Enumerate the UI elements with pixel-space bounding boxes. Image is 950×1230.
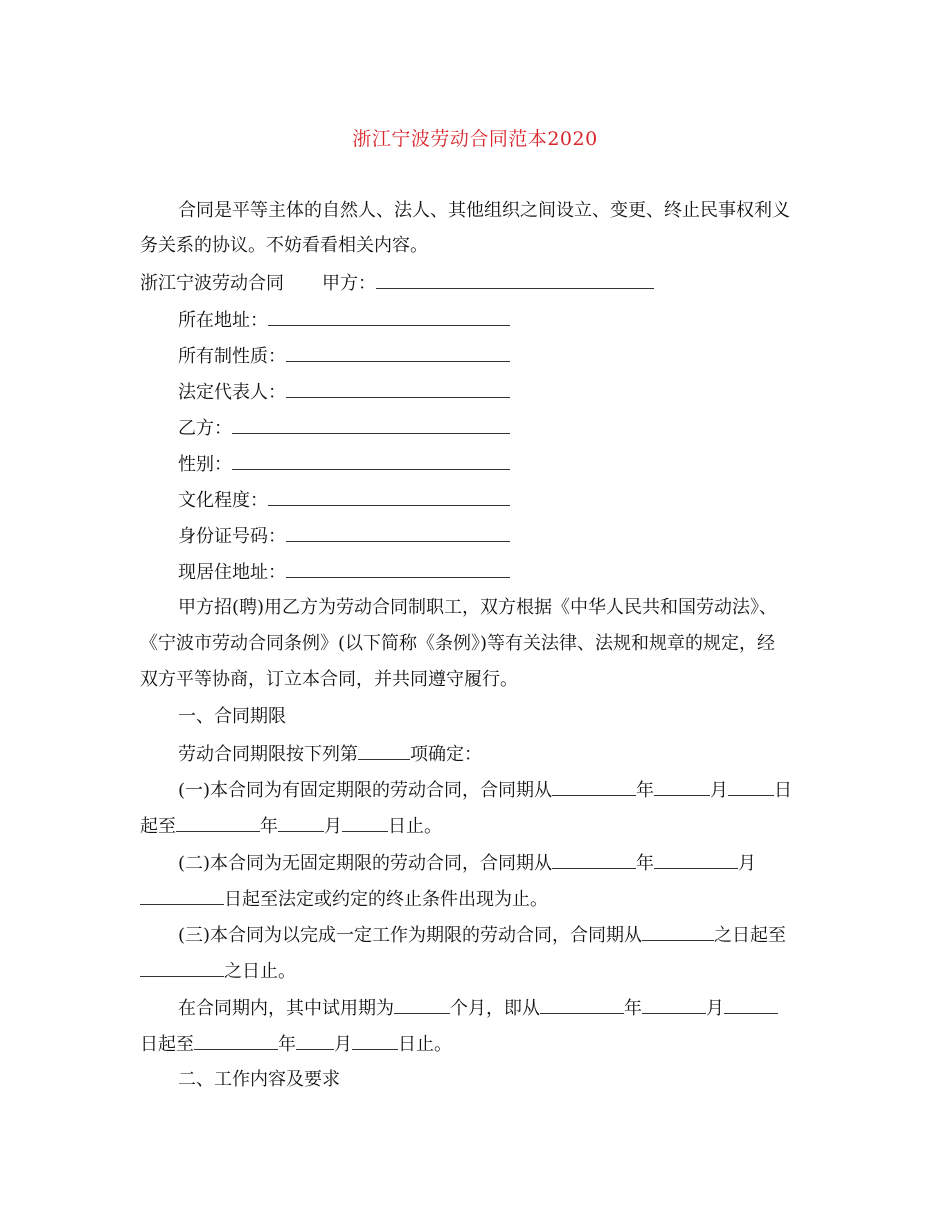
item3-until: 之日起至 [714,925,787,946]
address-row [178,307,820,333]
probation-end-month: 月 [334,1034,352,1055]
item1-line-2 [140,813,820,839]
id-number-row [178,523,820,549]
item1-end-month: 月 [324,816,342,837]
item1-end-day: 日止。 [388,816,442,837]
item1-blank-day [728,777,774,796]
gender-label: 性别： [178,454,232,475]
intro-line-2: 务关系的协议。不妨看看相关内容。 [140,235,428,256]
education-row [178,487,820,513]
id-number-blank [286,523,510,542]
term-row [178,741,820,767]
item1-blank-end-year [176,813,260,832]
probation-year: 年 [624,998,642,1019]
item1-month: 月 [710,780,729,801]
address-label: 所在地址： [178,310,268,331]
education-blank [268,487,510,506]
intro-line-1: 合同是平等主体的自然人、法人、其他组织之间设立、变更、终止民事权利义 [178,200,790,221]
probation-months: 个月，即从 [450,998,540,1019]
item2-text: (二)本合同为无固定期限的劳动合同，合同期从 [178,853,553,874]
ownership-blank [286,343,510,362]
education-label: 文化程度： [178,490,268,511]
party-a-row [140,270,820,296]
item3-end: 之日止。 [224,961,296,982]
term-blank [358,741,410,760]
party-a-label: 甲方： [322,273,376,294]
ownership-label: 所有制性质： [178,346,286,367]
residence-blank [286,559,510,578]
item2-line-2 [140,886,820,912]
section-1-heading: 一、合同期限 [178,706,286,727]
term-text-post: 项确定： [410,744,482,765]
item3-blank-end [140,958,224,977]
item1-end-year: 年 [260,816,278,837]
probation-month: 月 [706,998,724,1019]
item1-line-1 [178,777,820,803]
address-blank [268,307,510,326]
ownership-row [178,343,820,369]
probation-line-2 [140,1031,820,1057]
item3-text: (三)本合同为以完成一定工作为期限的劳动合同，合同期从 [178,925,643,946]
legal-rep-row [178,379,820,405]
legal-rep-blank [286,379,510,398]
item1-year: 年 [636,780,655,801]
probation-line-1 [178,995,820,1021]
residence-row [178,559,820,585]
para1-line-3: 双方平等协商，订立本合同，并共同遵守履行。 [140,669,518,690]
probation-end-day: 日止。 [398,1034,452,1055]
contract-name: 浙江宁波劳动合同 [140,273,284,294]
probation-end-year: 年 [278,1034,296,1055]
item3-blank-start [642,922,714,941]
probation-until: 日起至 [140,1034,194,1055]
probation-blank-end-month [296,1031,334,1050]
item2-rest: 日起至法定或约定的终止条件出现为止。 [224,889,548,910]
para1-line-1: 甲方招(聘)用乙方为劳动合同制职工，双方根据《中华人民共和国劳动法》、 [178,597,778,618]
probation-blank-year [540,995,624,1014]
probation-blank-day [724,995,778,1014]
legal-rep-label: 法定代表人： [178,382,286,403]
item1-blank-end-day [342,813,388,832]
probation-blank-end-day [352,1031,398,1050]
id-number-label: 身份证号码： [178,526,286,547]
item1-blank-year [552,777,636,796]
residence-label: 现居住地址： [178,562,286,583]
item1-until: 起至 [140,816,176,837]
item2-blank-year [552,850,636,869]
item3-line-2 [140,958,820,984]
party-b-label: 乙方： [178,418,232,439]
party-b-blank [232,415,510,434]
probation-blank-end-year [194,1031,278,1050]
para1-line-2: 《宁波市劳动合同条例》(以下简称《条例》)等有关法律、法规和规章的规定，经 [140,633,776,654]
item1-text: (一)本合同为有固定期限的劳动合同，合同期从 [178,780,553,801]
item2-blank-day [140,886,224,905]
item2-year: 年 [636,853,655,874]
gender-blank [232,451,510,470]
item1-blank-month [654,777,710,796]
probation-blank-months [394,995,450,1014]
item1-day: 日 [774,780,793,801]
probation-blank-month [642,995,706,1014]
item3-line-1 [178,922,820,948]
item2-line-1 [178,850,820,876]
term-text-pre: 劳动合同期限按下列第 [178,744,358,765]
item1-blank-end-month [278,813,324,832]
party-a-blank [376,270,654,289]
probation-text: 在合同期内，其中试用期为 [178,998,394,1019]
item2-month: 月 [738,853,757,874]
section-2-heading: 二、工作内容及要求 [178,1069,340,1090]
item2-blank-month [654,850,738,869]
party-b-row [178,415,820,441]
gender-row [178,451,820,477]
document-title: 浙江宁波劳动合同范本2020 [352,128,598,150]
